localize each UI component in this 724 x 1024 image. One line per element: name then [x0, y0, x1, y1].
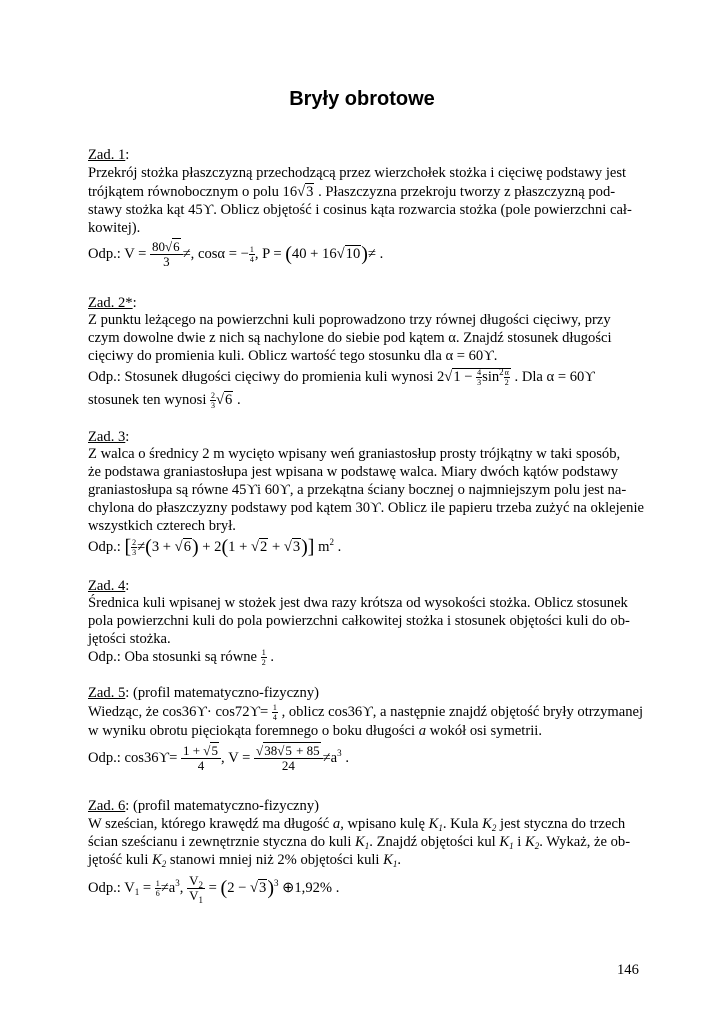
text: stanowi mniej niż 2% objętości kuli [166, 852, 384, 868]
text: ⊕1,92% . [278, 879, 340, 896]
text: . [233, 392, 241, 408]
task-1-label-line: Zad. 1: [88, 147, 130, 163]
fraction: $\frac{2}{3}$ [132, 538, 137, 558]
text: + 2 [198, 539, 222, 555]
text: ≠a [322, 749, 338, 766]
task-2-line-2: czym dowolne dwie z nich są nachylone do siebie pod kątem α. Znajdź stosunek długości [88, 330, 612, 346]
task-6-suffix: : (profil matematyczno-fizyczny) [125, 798, 319, 814]
text: Odp.: Oba stosunki są równe [88, 649, 261, 665]
text: Wiedząc, że cos36ϒ· cos72ϒ= [88, 704, 272, 720]
task-5-answer: Odp.: cos36ϒ= $\frac{1 + √5}{4}$ , V = $\frac{√38√5 + 85}{24}$ $\ne a^3$ . [88, 743, 349, 773]
task-5-line-1 [88, 703, 643, 722]
radicand: 3 [292, 539, 301, 555]
text: 2 − [227, 879, 251, 896]
text: jętość kuli [88, 852, 153, 868]
task-2-line-1: Z punktu leżącego na powierzchni kuli poprowadzono trzy równej długości cięciwy, przy [88, 312, 611, 328]
text: = [139, 879, 155, 896]
var: a [418, 723, 427, 739]
task-1-answer: Odp.: V = $\frac{80√6}{3}$ ≠, cosα = − $\frac{1}{4}$ , P = (40 + 16√10)≠ . [88, 239, 384, 269]
text: 1 + [228, 539, 251, 555]
text: ≠ . [367, 245, 384, 262]
fraction: $\frac{1}{6}$ [155, 879, 160, 898]
text: ścian sześcianu i zewnętrznie styczna do kuli [88, 834, 356, 850]
fraction: $\frac{1}{4}$ [272, 703, 277, 723]
text: Odp.: [88, 539, 125, 555]
text: 3 + [151, 539, 175, 555]
task-4-label-line: Zad. 4: [88, 578, 130, 594]
text: 3 [163, 254, 170, 269]
task-4-answer [88, 648, 274, 667]
task-3-line-2: że podstawa graniastosłupa jest wpisana w podstawę walca. Miary dwóch kątów podstawy [88, 464, 619, 480]
page-title: Bryły obrotowe [289, 88, 435, 110]
text: Odp.: V [88, 879, 135, 896]
var: a [332, 816, 341, 832]
radicand: 2 [260, 539, 268, 555]
task-6-line-2: ścian sześcianu i zewnętrznie styczna do kuli $K_1$. Znajdź objętości kul $K_1$ i $K_2$. Wykaż, że ob- [88, 834, 631, 851]
text: . Znajdź objętości kul [369, 834, 500, 850]
radicand: 10 [345, 245, 361, 262]
text: i [513, 834, 525, 850]
task-4-line-2: pola powierzchni kuli do pola powierzchni całkowitej stożka i stosunek objętości kuli do ob- [88, 613, 630, 629]
fraction: $\frac{√38√5 + 85}{24}$ [254, 744, 323, 773]
task-3-line-5: wszystkich czterech brył. [88, 518, 236, 534]
fraction: $\frac{80√6}{3}$ [150, 240, 183, 269]
text: , V = [220, 749, 255, 766]
task-5-label: Zad. 5 [88, 685, 126, 701]
task-1-line-3: stawy stożka kąt 45ϒ. Oblicz objętość i cosinus kąta rozwarcia stożka (pole powierzchni cał- [88, 202, 632, 218]
task-3-label-line: Zad. 3: [88, 429, 130, 445]
text: m [314, 539, 330, 555]
text: 40 + 16 [291, 245, 337, 262]
task-4-line-3: jętości stożka. [88, 631, 171, 647]
text: . [266, 649, 274, 665]
task-5-suffix: : (profil matematyczno-fizyczny) [125, 685, 319, 701]
text: . [397, 852, 402, 868]
radicand: 6 [183, 539, 191, 555]
fraction: $\frac{1 + √5}{4}$ [181, 744, 221, 773]
fraction: $\frac{V_2}{V_1}$ [189, 873, 203, 905]
text: ≠ [137, 539, 146, 555]
text: Odp.: Stosunek długości cięciwy do promienia kuli wynosi 2 [88, 369, 445, 385]
text: . Wykaż, że ob- [539, 834, 631, 850]
task-4-label: Zad. 4 [88, 578, 126, 594]
radicand: 1 − $\frac{4}{3}$ $\sin^2$ $\frac{\alpha}{2}$ [453, 367, 509, 388]
task-3-line-1: Z walca o średnicy 2 m wycięto wpisany weń graniastosłup prosty trójkątny w taki sposób, [88, 446, 621, 462]
text: Odp.: cos36ϒ= [88, 749, 181, 766]
radicand: 6 [225, 392, 233, 408]
task-3-line-4: chylona do płaszczyzny podstawy pod kątem 30ϒ. Oblicz ile papieru trzeba zużyć na oklejenie [88, 500, 644, 516]
text: , [179, 879, 188, 896]
var: K [428, 816, 439, 832]
task-5-label-line [88, 684, 319, 702]
text: . Dla α = 60ϒ [510, 369, 595, 385]
text: . [333, 539, 342, 555]
task-5-line-2 [88, 722, 542, 740]
text: , wpisano kulę [340, 816, 429, 832]
task-1-line-4: kowitej). [88, 220, 141, 236]
task-6-label-line [88, 797, 319, 815]
text: ≠, cosα = − [182, 245, 249, 262]
task-2-line-3: cięciwy do promienia kuli. Oblicz wartość tego stosunku dla α = 60ϒ. [88, 348, 498, 364]
task-1-label: Zad. 1 [88, 147, 126, 163]
text: = [204, 879, 221, 896]
fraction: $\frac{1}{2}$ [261, 648, 266, 668]
text: trójkątem równobocznym o polu 16 [88, 184, 298, 200]
task-3-answer: Odp.: [ $\frac{2}{3}$ ≠(3 + √6) + 2(1 + √2 + √3)] $m^2$ . [88, 536, 342, 558]
radicand: 6 [173, 239, 180, 254]
text: jest styczna do trzech [496, 816, 626, 832]
page-number: 146 [617, 962, 639, 978]
task-2-answer-line-2: stosunek ten wynosi $\frac{2}{3}$ √6 . [88, 391, 241, 411]
text: stosunek ten wynosi [88, 392, 211, 408]
task-2-label: Zad. 2* [88, 295, 133, 311]
task-2-answer-line-1: Odp.: Stosunek długości cięciwy do promienia kuli wynosi 2√1 − $\frac{4}{3}$ $\sin^2$ $\frac{\alpha}{2}$ . Dla α = 60ϒ [88, 367, 595, 388]
task-6-label: Zad. 6 [88, 798, 126, 814]
text: W sześcian, którego krawędź ma długość [88, 816, 333, 832]
text: . Płaszczyzna przekroju tworzy z płaszczyzną pod- [314, 184, 616, 200]
task-1-line-2: trójkątem równobocznym o polu 16√3 . Płaszczyzna przekroju tworzy z płaszczyzną pod- [88, 184, 616, 200]
task-6-answer: Odp.: $V_1$ = $\frac{1}{6}$ $\ne a^3$, $\frac{V_2}{V_1}$ = $(2 - √3)^3$ ⊕1,92% . [88, 873, 340, 905]
fraction: $\frac{1}{4}$ [249, 245, 254, 264]
task-6-line-1: W sześcian, którego krawędź ma długość a, wpisano kulę $K_1$. Kula $K_2$ jest styczna do trzech [88, 816, 626, 833]
task-3-label: Zad. 3 [88, 429, 126, 445]
text: w wyniku obrotu pięciokąta foremnego o boku długości [88, 723, 419, 739]
var: K [482, 816, 492, 832]
text: + [268, 539, 284, 555]
radicand: 3 [259, 879, 267, 896]
radicand: 3 [306, 184, 314, 200]
task-6-line-3: jętość kuli $K_2$ stanowi mniej niż 2% objętości kuli $K_1$. [88, 852, 402, 869]
task-2-label-line: Zad. 2*: [88, 295, 137, 311]
text: 80 [152, 239, 166, 254]
text: . [341, 749, 349, 766]
fraction: $\frac{2}{3}$ [211, 391, 216, 411]
text: , oblicz cos36ϒ, a następnie znajdź objętość bryły otrzymanej [277, 704, 644, 720]
text: . Kula [442, 816, 483, 832]
text: wokół osi symetrii. [426, 723, 542, 739]
task-4-line-1: Średnica kuli wpisanej w stożek jest dwa razy krótsza od wysokości stożka. Oblicz stosunek [88, 595, 628, 611]
task-3-line-3: graniastosłupa są równe 45ϒi 60ϒ, a przekątna ściany bocznej o najmniejszym polu jest na- [88, 482, 627, 498]
text: , P = [254, 245, 286, 262]
text: Odp.: V = [88, 245, 151, 262]
text: ≠a [160, 879, 176, 896]
task-1-line-1: Przekrój stożka płaszczyzną przechodzącą przez wierzchołek stożka i cięciwę podstawy jest [88, 165, 627, 181]
